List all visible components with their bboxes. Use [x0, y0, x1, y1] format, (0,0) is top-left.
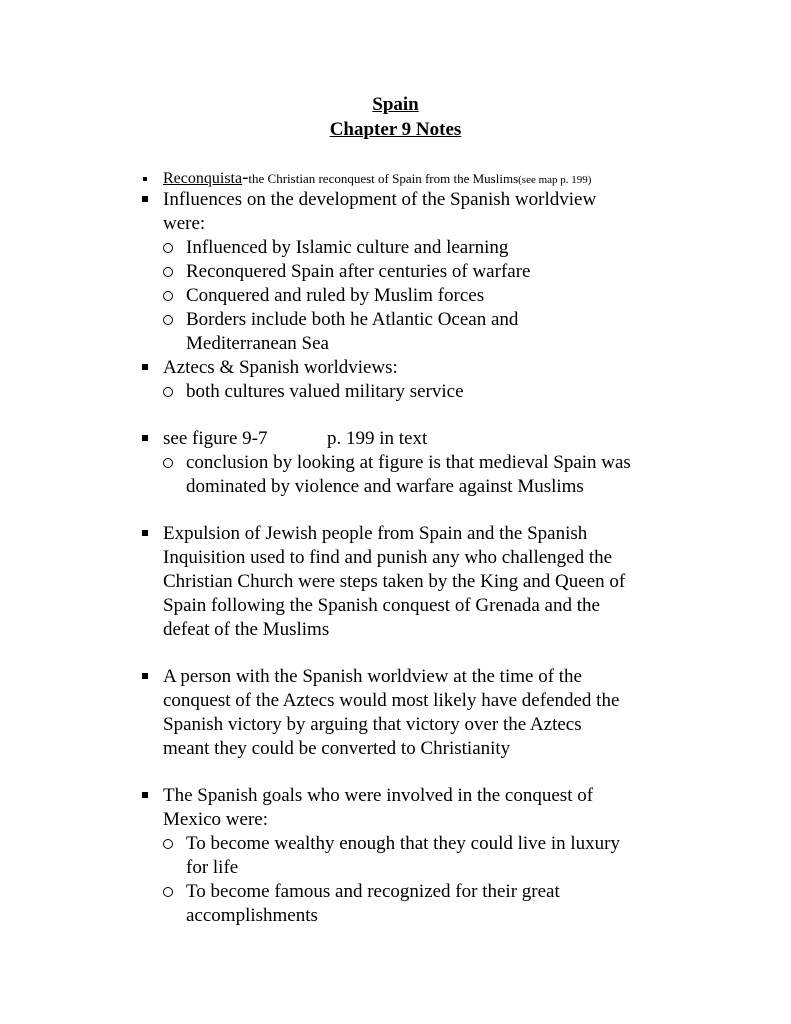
influence-2: Reconquered Spain after centuries of warfare: [186, 261, 531, 282]
reconquista-definition: the Christian reconquest of Spain from the Muslims: [248, 171, 519, 186]
goal-b-line-1: To become famous and recognized for their great: [186, 881, 560, 902]
goals-line-1: The Spanish goals who were involved in the conquest of: [163, 785, 594, 806]
bullet-square: [142, 435, 148, 441]
expulsion-line-3: Christian Church were steps taken by the King and Queen of: [163, 571, 626, 592]
bullet-circle: [163, 243, 173, 253]
page-subtitle: Chapter 9 Notes: [329, 119, 462, 140]
goal-a-line-1: To become wealthy enough that they could live in luxury: [186, 833, 620, 854]
goal-b-line-2: accomplishments: [186, 905, 318, 926]
influences-line-1: Influences on the development of the Spanish worldview: [163, 189, 597, 210]
bullet-square: [142, 364, 148, 370]
goals-line-2: Mexico were:: [163, 809, 268, 830]
person-line-2: conquest of the Aztecs would most likely have defended the: [163, 690, 620, 711]
influence-4-line-1: Borders include both he Atlantic Ocean and: [186, 309, 519, 330]
expulsion-line-2: Inquisition used to find and punish any who challenged the: [163, 547, 613, 568]
expulsion-line-5: defeat of the Muslims: [163, 619, 330, 640]
reconquista-term: Reconquista: [163, 170, 243, 187]
figure-sub-line-2: dominated by violence and warfare against Muslims: [186, 476, 584, 497]
figure-ref-a: see figure 9-7: [163, 428, 268, 449]
expulsion-line-4: Spain following the Spanish conquest of Grenada and the: [163, 595, 600, 616]
figure-sub-line-1: conclusion by looking at figure is that medieval Spain was: [186, 452, 631, 473]
aztecs-sub: both cultures valued military service: [186, 381, 464, 402]
reconquista-dash: -: [242, 167, 249, 188]
influence-4-line-2: Mediterranean Sea: [186, 333, 329, 354]
bullet-square: [142, 196, 148, 202]
reconquista-reference: (see map p. 199): [518, 174, 592, 186]
bullet-square: [142, 530, 148, 536]
person-line-3: Spanish victory by arguing that victory over the Aztecs: [163, 714, 582, 735]
bullet-circle: [163, 887, 173, 897]
bullet-square: [142, 673, 148, 679]
page-title: Spain: [372, 94, 419, 115]
expulsion-line-1: Expulsion of Jewish people from Spain and the Spanish: [163, 523, 588, 544]
bullet-circle: [163, 839, 173, 849]
bullet-circle: [163, 315, 173, 325]
person-line-4: meant they could be converted to Christianity: [163, 738, 511, 759]
bullet-square-small: [143, 177, 147, 181]
influence-1: Influenced by Islamic culture and learning: [186, 237, 509, 258]
influences-line-2: were:: [163, 213, 206, 234]
aztecs-item: Aztecs & Spanish worldviews:: [163, 357, 398, 378]
bullet-circle: [163, 291, 173, 301]
bullet-circle: [163, 458, 173, 468]
bullet-circle: [163, 267, 173, 277]
bullet-square: [142, 792, 148, 798]
figure-ref-b: p. 199 in text: [327, 428, 428, 449]
goal-a-line-2: for life: [186, 857, 239, 878]
bullet-circle: [163, 387, 173, 397]
influence-3: Conquered and ruled by Muslim forces: [186, 285, 485, 306]
person-line-1: A person with the Spanish worldview at the time of the: [163, 666, 582, 687]
